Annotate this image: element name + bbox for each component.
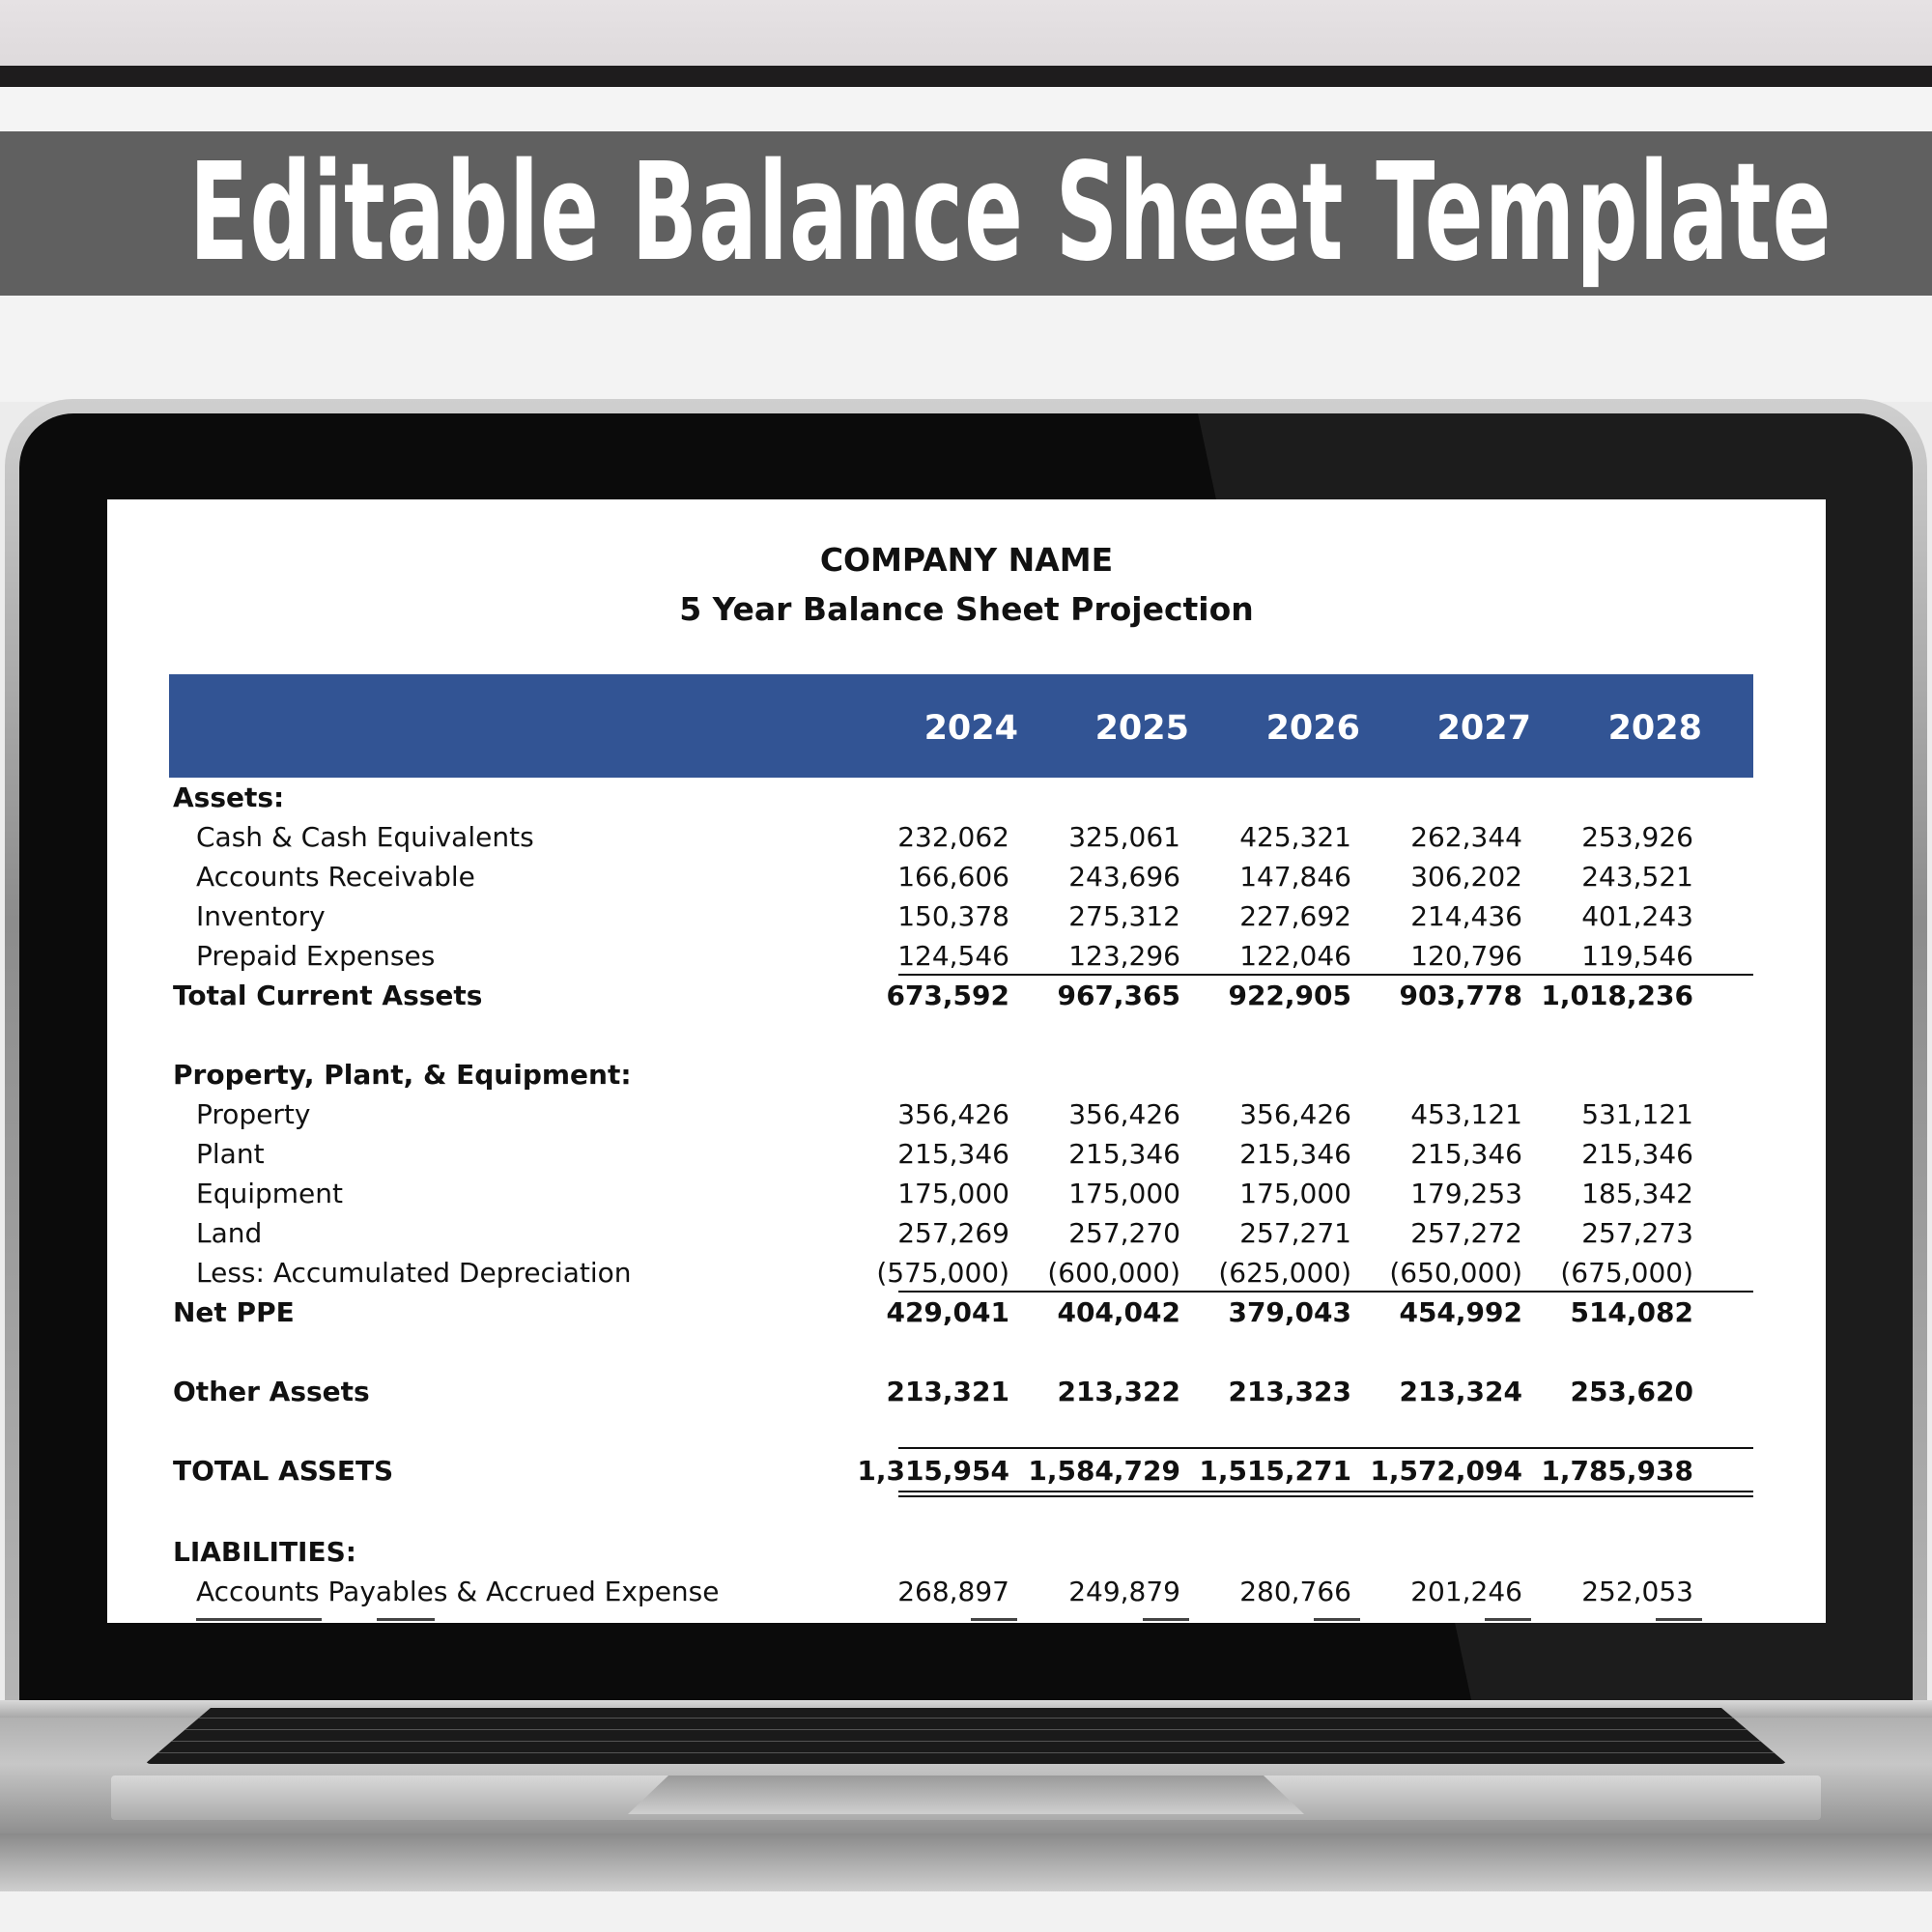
- value-cell-2024[interactable]: 673,592: [886, 980, 1009, 1011]
- laptop-front-edge: [0, 1833, 1932, 1891]
- year-header-bar: [169, 674, 1753, 778]
- section-header-assets: [169, 779, 1753, 817]
- banner-title: Editable Balance Sheet Template: [189, 134, 1833, 292]
- value-cell-2028[interactable]: 253,926: [1581, 821, 1693, 853]
- table-row: [169, 1135, 1753, 1174]
- value-cell-2026[interactable]: 922,905: [1228, 980, 1351, 1011]
- cut-text: [1656, 1618, 1702, 1621]
- value-cell-2028[interactable]: 252,053: [1581, 1576, 1693, 1607]
- row-label[interactable]: Cash & Cash Equivalents: [196, 821, 534, 853]
- value-cell-2024[interactable]: 166,606: [897, 861, 1009, 893]
- value-cell-2026[interactable]: 1,515,271: [1199, 1455, 1351, 1487]
- value-cell-2025[interactable]: 404,042: [1057, 1296, 1180, 1328]
- value-cell-2025[interactable]: 275,312: [1068, 900, 1180, 932]
- company-name[interactable]: COMPANY NAME: [819, 541, 1114, 579]
- value-cell-2024[interactable]: 124,546: [897, 940, 1009, 972]
- value-cell-2028[interactable]: 401,243: [1581, 900, 1693, 932]
- value-cell-2027[interactable]: 306,202: [1410, 861, 1522, 893]
- value-cell-2024[interactable]: 150,378: [897, 900, 1009, 932]
- value-cell-2026[interactable]: 257,271: [1239, 1217, 1351, 1249]
- value-cell-2027[interactable]: 262,344: [1410, 821, 1522, 853]
- row-label[interactable]: Total Current Assets: [173, 980, 483, 1011]
- table-row: [169, 1373, 1753, 1411]
- cut-text: [1485, 1618, 1531, 1621]
- table-row: [169, 1214, 1753, 1253]
- subtotal-rule: [898, 1291, 1753, 1293]
- table-row: [169, 937, 1753, 976]
- value-cell-2025[interactable]: 257,270: [1068, 1217, 1180, 1249]
- value-cell-2025[interactable]: 215,346: [1068, 1138, 1180, 1170]
- value-cell-2024[interactable]: 215,346: [897, 1138, 1009, 1170]
- row-label[interactable]: Less: Accumulated Depreciation: [196, 1257, 632, 1289]
- row-label[interactable]: Prepaid Expenses: [196, 940, 436, 972]
- section-header-ppe: [169, 1056, 1753, 1094]
- row-label[interactable]: TOTAL ASSETS: [173, 1455, 394, 1487]
- value-cell-2027[interactable]: 257,272: [1410, 1217, 1522, 1249]
- value-cell-2027[interactable]: 215,346: [1410, 1138, 1522, 1170]
- table-row: [169, 858, 1753, 896]
- value-cell-2025[interactable]: 175,000: [1068, 1178, 1180, 1209]
- section-label[interactable]: LIABILITIES:: [173, 1536, 356, 1568]
- value-cell-2026[interactable]: 425,321: [1239, 821, 1351, 853]
- row-label[interactable]: Net PPE: [173, 1296, 295, 1328]
- banner-gap: [0, 87, 1932, 131]
- row-label[interactable]: Accounts Payables & Accrued Expense: [196, 1576, 720, 1607]
- total-top-rule: [898, 1447, 1753, 1449]
- table-row: [169, 1175, 1753, 1213]
- row-label[interactable]: Accounts Receivable: [196, 861, 475, 893]
- floor-background: [0, 1891, 1932, 1932]
- table-row: [169, 1293, 1753, 1332]
- total-double-rule: [898, 1495, 1753, 1497]
- value-cell-2027[interactable]: 201,246: [1410, 1576, 1522, 1607]
- value-cell-2025[interactable]: 356,426: [1068, 1098, 1180, 1130]
- section-header-liabilities: [169, 1533, 1753, 1572]
- row-label[interactable]: Inventory: [196, 900, 326, 932]
- value-cell-2028[interactable]: 253,620: [1570, 1376, 1693, 1407]
- table-row: [169, 1452, 1753, 1491]
- value-cell-2025[interactable]: 1,584,729: [1028, 1455, 1180, 1487]
- value-cell-2028[interactable]: 185,342: [1581, 1178, 1693, 1209]
- cut-text: [1143, 1618, 1189, 1621]
- row-label[interactable]: Equipment: [196, 1178, 343, 1209]
- value-cell-2026[interactable]: (625,000): [1218, 1257, 1351, 1289]
- cut-text: [1314, 1618, 1360, 1621]
- top-background-strip: [0, 0, 1932, 66]
- table-row: [169, 818, 1753, 857]
- value-cell-2024[interactable]: 257,269: [897, 1217, 1009, 1249]
- cut-text: [196, 1618, 322, 1621]
- value-cell-2025[interactable]: 249,879: [1068, 1576, 1180, 1607]
- value-cell-2027[interactable]: 454,992: [1399, 1296, 1522, 1328]
- value-cell-2024[interactable]: 268,897: [897, 1576, 1009, 1607]
- value-cell-2027[interactable]: 903,778: [1399, 980, 1522, 1011]
- year-header-2026[interactable]: 2026: [1265, 709, 1360, 748]
- value-cell-2025[interactable]: 243,696: [1068, 861, 1180, 893]
- value-cell-2024[interactable]: (575,000): [876, 1257, 1009, 1289]
- value-cell-2026[interactable]: 356,426: [1239, 1098, 1351, 1130]
- value-cell-2028[interactable]: 215,346: [1581, 1138, 1693, 1170]
- value-cell-2025[interactable]: 325,061: [1068, 821, 1180, 853]
- row-label[interactable]: Land: [196, 1217, 263, 1249]
- row-label[interactable]: Other Assets: [173, 1376, 370, 1407]
- value-cell-2027[interactable]: (650,000): [1389, 1257, 1522, 1289]
- row-label[interactable]: Property: [196, 1098, 311, 1130]
- top-dark-rule: [0, 66, 1932, 87]
- total-double-rule: [898, 1491, 1753, 1492]
- cut-text: [377, 1618, 435, 1621]
- table-row: [169, 1254, 1753, 1293]
- sheet-subtitle[interactable]: 5 Year Balance Sheet Projection: [679, 590, 1254, 628]
- value-cell-2026[interactable]: 122,046: [1239, 940, 1351, 972]
- partially-visible-row: [169, 1618, 1753, 1623]
- value-cell-2025[interactable]: 967,365: [1057, 980, 1180, 1011]
- value-cell-2027[interactable]: 214,436: [1410, 900, 1522, 932]
- year-header-2025[interactable]: 2025: [1094, 709, 1189, 748]
- title-banner: [0, 131, 1932, 296]
- value-cell-2026[interactable]: 280,766: [1239, 1576, 1351, 1607]
- value-cell-2026[interactable]: 147,846: [1239, 861, 1351, 893]
- value-cell-2025[interactable]: (600,000): [1047, 1257, 1180, 1289]
- value-cell-2027[interactable]: 120,796: [1410, 940, 1522, 972]
- value-cell-2026[interactable]: 175,000: [1239, 1178, 1351, 1209]
- value-cell-2028[interactable]: 119,546: [1581, 940, 1693, 972]
- value-cell-2025[interactable]: 213,322: [1057, 1376, 1180, 1407]
- value-cell-2028[interactable]: 531,121: [1581, 1098, 1693, 1130]
- value-cell-2024[interactable]: 213,321: [886, 1376, 1009, 1407]
- value-cell-2028[interactable]: 514,082: [1570, 1296, 1693, 1328]
- subtotal-rule: [898, 974, 1753, 976]
- year-header-2024[interactable]: 2024: [923, 709, 1018, 748]
- section-label[interactable]: Property, Plant, & Equipment:: [173, 1059, 632, 1091]
- trackpad: [628, 1776, 1304, 1814]
- value-cell-2027[interactable]: 179,253: [1410, 1178, 1522, 1209]
- cut-text: [971, 1618, 1017, 1621]
- section-label[interactable]: Assets:: [173, 781, 285, 813]
- value-cell-2028[interactable]: 1,018,236: [1541, 980, 1693, 1011]
- value-cell-2028[interactable]: (675,000): [1560, 1257, 1693, 1289]
- value-cell-2024[interactable]: 175,000: [897, 1178, 1009, 1209]
- year-header-2027[interactable]: 2027: [1436, 709, 1531, 748]
- table-row: [169, 1095, 1753, 1134]
- background-area: [0, 296, 1932, 402]
- table-row: [169, 1573, 1753, 1611]
- value-cell-2028[interactable]: 257,273: [1581, 1217, 1693, 1249]
- table-row: [169, 977, 1753, 1015]
- value-cell-2026[interactable]: 215,346: [1239, 1138, 1351, 1170]
- value-cell-2025[interactable]: 123,296: [1068, 940, 1180, 972]
- value-cell-2027[interactable]: 213,324: [1399, 1376, 1522, 1407]
- value-cell-2027[interactable]: 453,121: [1410, 1098, 1522, 1130]
- keyboard: [145, 1708, 1787, 1764]
- year-header-2028[interactable]: 2028: [1607, 709, 1702, 748]
- row-label[interactable]: Plant: [196, 1138, 265, 1170]
- spreadsheet-screen: [107, 499, 1826, 1623]
- value-cell-2024[interactable]: 356,426: [897, 1098, 1009, 1130]
- value-cell-2026[interactable]: 227,692: [1239, 900, 1351, 932]
- value-cell-2026[interactable]: 213,323: [1228, 1376, 1351, 1407]
- value-cell-2024[interactable]: 1,315,954: [857, 1455, 1009, 1487]
- value-cell-2024[interactable]: 232,062: [897, 821, 1009, 853]
- value-cell-2024[interactable]: 429,041: [886, 1296, 1009, 1328]
- table-row: [169, 897, 1753, 936]
- value-cell-2028[interactable]: 243,521: [1581, 861, 1693, 893]
- value-cell-2027[interactable]: 1,572,094: [1370, 1455, 1522, 1487]
- value-cell-2028[interactable]: 1,785,938: [1541, 1455, 1693, 1487]
- value-cell-2026[interactable]: 379,043: [1228, 1296, 1351, 1328]
